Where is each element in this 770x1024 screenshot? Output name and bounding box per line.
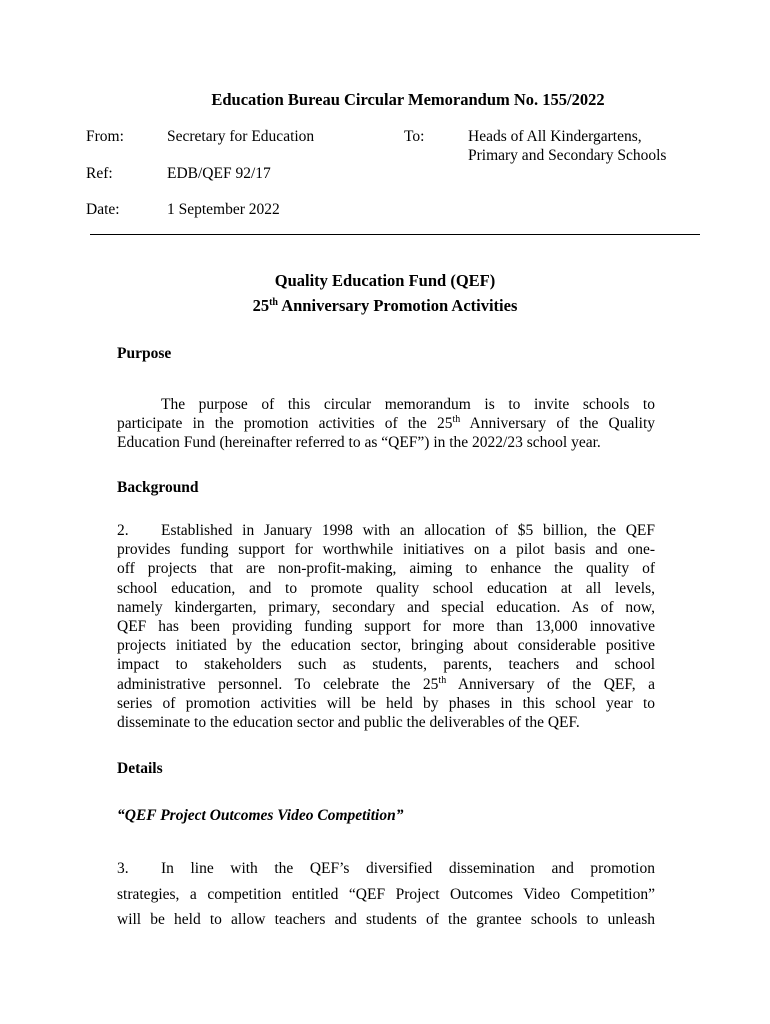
header-divider bbox=[90, 234, 700, 235]
details-subheading: “QEF Project Outcomes Video Competition” bbox=[117, 807, 404, 824]
date-value: 1 September 2022 bbox=[167, 201, 280, 218]
to-label: To: bbox=[404, 128, 425, 145]
details-paragraph: 3. In line with the QEF’s diversified dissemination and promotion strategies, a competition entitled “QEF Project Outcomes Video Competition” will be held to allow teachers and students of the grantee schools to unleash bbox=[117, 860, 655, 928]
from-value: Secretary for Education bbox=[167, 128, 315, 145]
ref-value: EDB/QEF 92/17 bbox=[167, 165, 271, 182]
subject-line-2: 25th Anniversary Promotion Activities bbox=[252, 296, 518, 315]
subject-line-1: Quality Education Fund (QEF) bbox=[274, 271, 496, 290]
details-heading: Details bbox=[117, 760, 163, 777]
background-heading: Background bbox=[117, 479, 199, 496]
date-label: Date: bbox=[86, 201, 120, 218]
memo-title: Education Bureau Circular Memorandum No. 155/2022 bbox=[211, 90, 605, 109]
ref-label: Ref: bbox=[86, 165, 113, 182]
to-line-1: Heads of All Kindergartens, bbox=[468, 128, 642, 145]
from-label: From: bbox=[86, 128, 124, 145]
background-paragraph: 2. Established in January 1998 with an allocation of $5 billion, the QEF provides funding support for worthwhile initiatives on a pilot basis and one- off projects that are non-profit-making, aiming to enhance the quality of school education, and to promote quality school education at all levels, namely kindergarten, primary, secondary and special education. As of now, QEF has been providing funding support for more than 13,000 innovative projects initiated by the education sector, bringing about considerable positive impact to stakeholders such as students, parents, teachers and school administrative personnel. To celebrate the 25th Anniversary of the QEF, a series of promotion activities will be held by phases in this school year to disseminate to the education sector and public the deliverables of the QEF. bbox=[117, 522, 655, 732]
purpose-heading: Purpose bbox=[117, 345, 172, 362]
purpose-paragraph: The purpose of this circular memorandum is to invite schools to participate in the promotion activities of the 25th Anniversary of the Quality Education Fund (hereinafter referred to as “QEF”) in the 2022/23 school year. bbox=[117, 396, 655, 452]
to-line-2: Primary and Secondary Schools bbox=[468, 147, 667, 164]
